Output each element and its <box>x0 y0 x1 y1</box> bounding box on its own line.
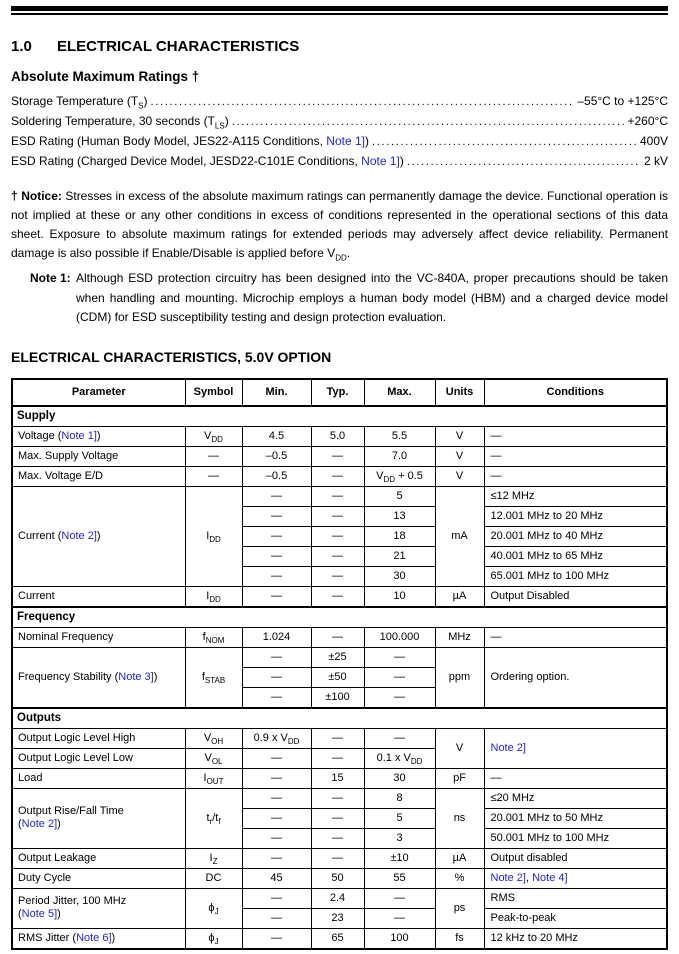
dot-leader <box>151 92 575 112</box>
rating-line <box>11 92 668 112</box>
table-cell: ppm <box>435 647 484 708</box>
table-row <box>12 848 667 868</box>
table-cell: 23 <box>311 908 364 928</box>
note-link[interactable]: Note 2] <box>21 818 58 830</box>
table-cell: ns <box>435 788 484 848</box>
spec-table-body <box>12 406 667 949</box>
table-cell: 100.000 <box>364 627 435 647</box>
table-cell: $I_{OUT}$ <box>185 768 242 788</box>
table-cell: — <box>242 928 311 949</box>
table-cell: Peak-to-peak <box>484 908 667 928</box>
note-link[interactable]: Note 1] <box>326 134 365 148</box>
table-cell: — <box>484 466 667 486</box>
table-cell: — <box>242 647 311 667</box>
table-cell: ≤12 MHz <box>484 486 667 506</box>
table-cell: 4.5 <box>242 426 311 446</box>
table-header-row <box>12 379 667 406</box>
abs-max-ratings-list <box>11 92 668 172</box>
rating-value: +260°C <box>627 114 668 128</box>
table-cell: –0.5 <box>242 446 311 466</box>
table-cell: Supply <box>12 406 667 427</box>
table-cell: Note 2], Note 4] <box>484 868 667 888</box>
table-cell: 20.001 MHz to 40 MHz <box>484 526 667 546</box>
table-cell: — <box>311 728 364 748</box>
table-cell: Outputs <box>12 708 667 729</box>
table-cell: Output disabled <box>484 848 667 868</box>
table-cell: RMS <box>484 888 667 908</box>
table-cell: Period Jitter, 100 MHz (Note 5]) <box>12 888 185 928</box>
table-cell: $V_{DD} + 0.5$ <box>364 466 435 486</box>
table-cell: — <box>364 728 435 748</box>
table-cell: — <box>242 828 311 848</box>
table-cell: — <box>311 506 364 526</box>
table-cell: 50 <box>311 868 364 888</box>
table-cell: — <box>242 526 311 546</box>
notice-paragraph: † Notice: Stresses in excess of the absolute maximum ratings can permanently damage the device. Functional operation is not implied at these or any other conditions in excess of conditions represented in the operational sections of this data sheet. Exposure to absolute maximum ratings for extended periods may adversely affect device reliability. Permanent damage is also possible if Enable/Disable is applied before $V_{DD}$. <box>11 189 668 263</box>
table-row <box>12 788 667 808</box>
section-title: ELECTRICAL CHARACTERISTICS <box>57 38 300 55</box>
table-cell: DC <box>185 868 242 888</box>
table-cell: V <box>435 728 484 768</box>
table-cell: 3 <box>364 828 435 848</box>
table-cell: 1.024 <box>242 627 311 647</box>
table-row <box>12 728 667 748</box>
rating-label: ESD Rating (Human Body Model, JES22-A115 Conditions, Note 1]) <box>11 134 369 148</box>
table-cell: 21 <box>364 546 435 566</box>
table-cell: 30 <box>364 566 435 586</box>
table-cell: — <box>242 788 311 808</box>
table-cell: — <box>311 788 364 808</box>
table-cell: ±50 <box>311 667 364 687</box>
table-cell: — <box>364 687 435 708</box>
table-row <box>12 466 667 486</box>
table-cell <box>484 728 667 768</box>
table-header-cell: Parameter <box>12 379 185 406</box>
rating-value: 2 kV <box>643 154 668 168</box>
table-header-cell: Symbol <box>185 379 242 406</box>
dot-leader <box>372 132 637 152</box>
table-cell: $f_{NOM}$ <box>185 627 242 647</box>
table-cell: pF <box>435 768 484 788</box>
datasheet-page <box>0 6 679 954</box>
table-cell: 0.9 x $V_{DD}$ <box>242 728 311 748</box>
table-cell: — <box>242 888 311 908</box>
table-cell: $t_r/t_f$ <box>185 788 242 848</box>
table-cell: 13 <box>364 506 435 526</box>
table-cell: — <box>242 506 311 526</box>
table-cell: — <box>484 627 667 647</box>
table-cell: Output Disabled <box>484 586 667 607</box>
table-cell: — <box>242 848 311 868</box>
table-cell: $\phi_J$ <box>185 928 242 949</box>
table-cell: — <box>242 667 311 687</box>
table-cell: — <box>311 627 364 647</box>
table-cell: V <box>435 466 484 486</box>
section-number: 1.0 <box>11 38 32 55</box>
table-cell: 12.001 MHz to 20 MHz <box>484 506 667 526</box>
table-cell: 5.0 <box>311 426 364 446</box>
table-row <box>12 627 667 647</box>
table-row <box>12 768 667 788</box>
table-cell: $I_{DD}$ <box>185 486 242 586</box>
table-cell: Voltage (Note 1]) <box>12 426 185 446</box>
table-cell: 18 <box>364 526 435 546</box>
table-cell: Load <box>12 768 185 788</box>
table-cell: — <box>484 446 667 466</box>
table-cell: 65 <box>311 928 364 949</box>
table-cell: — <box>311 546 364 566</box>
table-cell: Output Rise/Fall Time (Note 2]) <box>12 788 185 848</box>
table-cell: MHz <box>435 627 484 647</box>
dot-leader <box>407 152 641 172</box>
table-cell: mA <box>435 486 484 586</box>
table-cell: 7.0 <box>364 446 435 466</box>
table-cell: µA <box>435 848 484 868</box>
table-cell: $I_Z$ <box>185 848 242 868</box>
table-cell: 65.001 MHz to 100 MHz <box>484 566 667 586</box>
note-1-label: Note 1: <box>30 271 71 285</box>
table-cell: –0.5 <box>242 466 311 486</box>
table-header-cell: Min. <box>242 379 311 406</box>
table-cell: Max. Voltage E/D <box>12 466 185 486</box>
rating-value: –55°C to +125°C <box>577 94 668 108</box>
table-cell: Current (Note 2]) <box>12 486 185 586</box>
table-cell: ps <box>435 888 484 928</box>
table-cell: — <box>364 647 435 667</box>
table-header-cell: Conditions <box>484 379 667 406</box>
note-1 <box>11 269 668 328</box>
table-cell: Frequency Stability (Note 3]) <box>12 647 185 708</box>
abs-max-title: Absolute Maximum Ratings † <box>11 69 200 84</box>
table-cell: — <box>364 908 435 928</box>
note-link[interactable]: Note 2] <box>61 529 97 542</box>
table-cell: 10 <box>364 586 435 607</box>
table-row <box>12 888 667 908</box>
table-cell: % <box>435 868 484 888</box>
table-cell: — <box>242 586 311 607</box>
note-link[interactable]: Note 2] <box>490 741 526 754</box>
table-cell: 0.1 x $V_{DD}$ <box>364 748 435 768</box>
table-row <box>12 928 667 949</box>
table-cell: 12 kHz to 20 MHz <box>484 928 667 949</box>
table-cell: — <box>242 748 311 768</box>
table-row <box>12 586 667 607</box>
table-cell: Ordering option. <box>484 647 667 708</box>
table-cell: Output Logic Level Low <box>12 748 185 768</box>
table-cell: — <box>311 828 364 848</box>
table-row <box>12 868 667 888</box>
table-cell: 5.5 <box>364 426 435 446</box>
table-row <box>12 486 667 506</box>
table-cell: 5 <box>364 486 435 506</box>
table-cell: — <box>242 687 311 708</box>
table-cell: ±25 <box>311 647 364 667</box>
rating-label: ESD Rating (Charged Device Model, JESD22-C101E Conditions, Note 1]) <box>11 154 404 168</box>
table-cell: Frequency <box>12 607 667 628</box>
table-cell: — <box>311 466 364 486</box>
table-row <box>12 446 667 466</box>
table-header-cell: Units <box>435 379 484 406</box>
note-link[interactable]: Note 1] <box>61 429 97 442</box>
rating-label: Storage Temperature $(T_S)$ <box>11 94 148 111</box>
table-cell: — <box>185 446 242 466</box>
table-cell: — <box>311 848 364 868</box>
note-link[interactable]: Note 6] <box>76 931 112 944</box>
table-row <box>12 426 667 446</box>
section-row <box>12 406 667 427</box>
table-cell: — <box>311 486 364 506</box>
table-cell: ≤20 MHz <box>484 788 667 808</box>
table-header-cell: Max. <box>364 379 435 406</box>
table-cell: Output Leakage <box>12 848 185 868</box>
table-cell: Output Logic Level High <box>12 728 185 748</box>
table-cell: µA <box>435 586 484 607</box>
table-cell: Nominal Frequency <box>12 627 185 647</box>
table-heading: ELECTRICAL CHARACTERISTICS, 5.0V OPTION <box>11 348 332 365</box>
table-cell: — <box>364 667 435 687</box>
table-cell: $V_{DD}$ <box>185 426 242 446</box>
table-cell: — <box>484 426 667 446</box>
table-cell: 45 <box>242 868 311 888</box>
header-rule <box>11 6 668 15</box>
dot-leader <box>232 112 625 132</box>
table-cell: 30 <box>364 768 435 788</box>
table-cell: 20.001 MHz to 50 MHz <box>484 808 667 828</box>
table-cell: Current <box>12 586 185 607</box>
table-cell: $I_{DD}$ <box>185 586 242 607</box>
table-cell: RMS Jitter (Note 6]) <box>12 928 185 949</box>
table-cell: Duty Cycle <box>12 868 185 888</box>
rating-line <box>11 112 668 132</box>
table-cell: — <box>185 466 242 486</box>
section-row <box>12 607 667 628</box>
table-row <box>12 647 667 667</box>
table-cell: — <box>311 526 364 546</box>
table-cell: 15 <box>311 768 364 788</box>
rating-line <box>11 152 668 172</box>
table-cell: $V_{OH}$ <box>185 728 242 748</box>
table-cell: — <box>311 748 364 768</box>
table-cell: — <box>364 888 435 908</box>
table-cell: 55 <box>364 868 435 888</box>
note-link[interactable]: Note 5] <box>21 908 58 920</box>
table-cell: — <box>242 808 311 828</box>
table-cell: V <box>435 446 484 466</box>
spec-table-head <box>12 379 667 406</box>
table-cell: — <box>242 908 311 928</box>
rating-label: Soldering Temperature, 30 seconds $(T_{LS})$ <box>11 114 229 131</box>
note-link[interactable]: Note 4] <box>532 871 568 884</box>
table-cell: — <box>484 768 667 788</box>
table-cell: 5 <box>364 808 435 828</box>
table-cell: — <box>311 808 364 828</box>
table-cell: — <box>242 566 311 586</box>
table-cell: $\phi_J$ <box>185 888 242 928</box>
table-cell: $V_{OL}$ <box>185 748 242 768</box>
table-cell: 100 <box>364 928 435 949</box>
table-cell: 8 <box>364 788 435 808</box>
table-cell: ±100 <box>311 687 364 708</box>
rating-line <box>11 132 668 152</box>
table-cell: fs <box>435 928 484 949</box>
note-link[interactable]: Note 2] <box>490 871 526 884</box>
table-cell: 40.001 MHz to 65 MHz <box>484 546 667 566</box>
table-cell: — <box>311 446 364 466</box>
section-row <box>12 708 667 729</box>
section-heading <box>11 39 668 55</box>
rating-value: 400V <box>639 134 668 148</box>
table-cell: 50.001 MHz to 100 MHz <box>484 828 667 848</box>
table-cell: — <box>242 486 311 506</box>
table-cell: — <box>242 768 311 788</box>
table-header-cell: Typ. <box>311 379 364 406</box>
table-cell: — <box>311 586 364 607</box>
table-cell: Max. Supply Voltage <box>12 446 185 466</box>
table-cell: $f_{STAB}$ <box>185 647 242 708</box>
note-link[interactable]: Note 1] <box>361 154 400 168</box>
table-cell: 2.4 <box>311 888 364 908</box>
table-cell: — <box>311 566 364 586</box>
spec-table <box>11 378 668 950</box>
note-link[interactable]: Note 3] <box>118 670 154 683</box>
note-1-text: Although ESD protection circuitry has been designed into the VC-840A, proper precautions should be taken when handling and mounting. Microchip employs a human body model (HBM) and a charged device model (CDM) for ESD susceptibility testing and design protection evaluation. <box>76 271 668 324</box>
table-cell: — <box>242 546 311 566</box>
table-cell: V <box>435 426 484 446</box>
table-cell: ±10 <box>364 848 435 868</box>
